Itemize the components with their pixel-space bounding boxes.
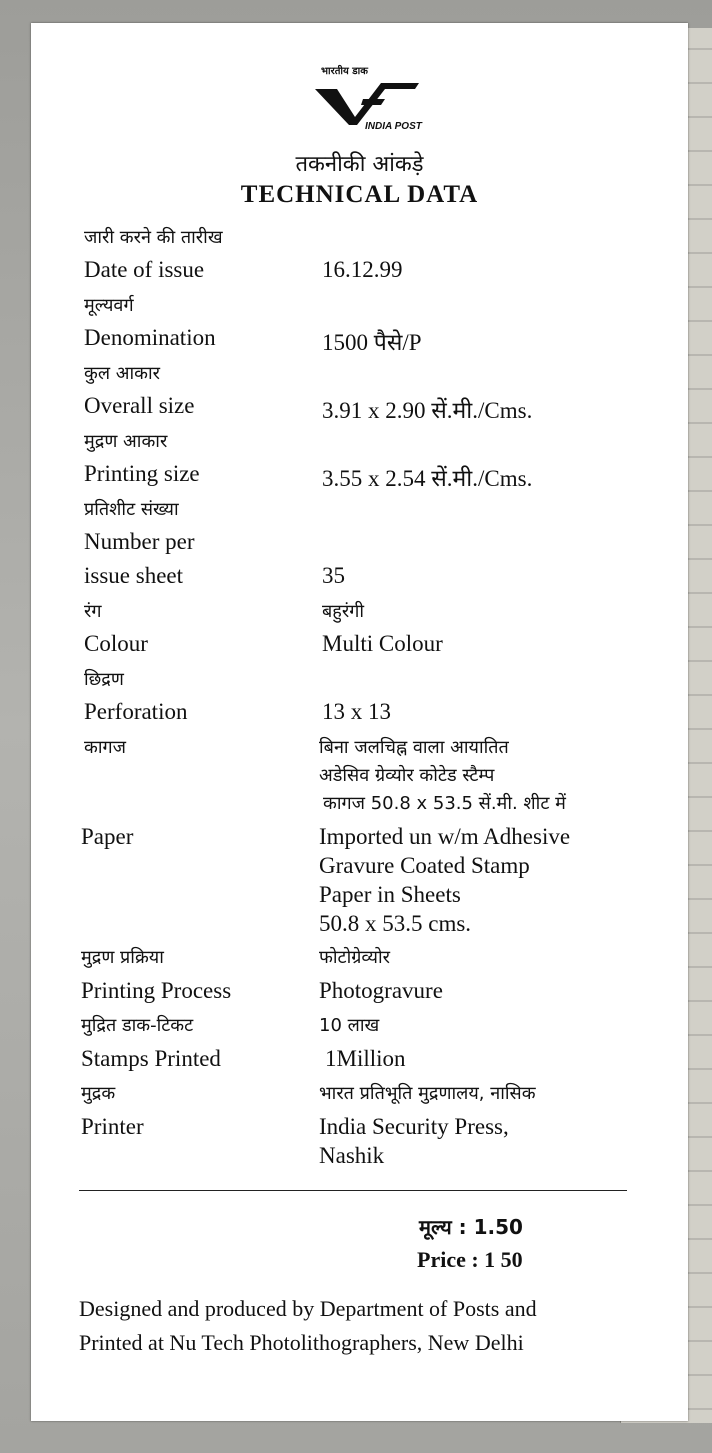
perforation-value: 13 x 13 xyxy=(322,699,391,724)
footer-line1: Designed and produced by Department of Posts and xyxy=(79,1296,537,1321)
colour-label-hindi: रंग xyxy=(84,601,102,622)
process-label-hindi: मुद्रण प्रक्रिया xyxy=(81,947,164,968)
printing-size-label: Printing size xyxy=(84,461,200,486)
sheet-count-label-line1: Number per xyxy=(84,529,195,554)
title-hindi: तकनीकी आंकड़े xyxy=(295,152,424,177)
logo-english-text: INDIA POST xyxy=(365,121,422,132)
printing-size-value: 3.55 x 2.54 सें.मी./Cms. xyxy=(322,466,533,491)
perforation-label: Perforation xyxy=(84,699,188,724)
paper-value-hindi-line1: बिना जलचिह्न वाला आयातित xyxy=(319,737,509,758)
india-post-logo xyxy=(313,61,463,161)
page-title: TECHNICAL DATA xyxy=(240,181,479,208)
printer-value-line1: India Security Press, xyxy=(319,1114,509,1139)
printer-value-line2: Nashik xyxy=(319,1143,385,1168)
sheet-count-label-hindi: प्रतिशीट संख्या xyxy=(84,499,179,520)
colour-value: Multi Colour xyxy=(322,631,443,656)
printer-value-hindi: भारत प्रतिभूति मुद्रणालय, नासिक xyxy=(319,1083,536,1104)
paper-value-line1: Imported un w/m Adhesive xyxy=(319,824,571,849)
printer-label-hindi: मुद्रक xyxy=(81,1083,116,1104)
overall-size-label-hindi: कुल आकार xyxy=(84,363,160,384)
date-label-hindi: जारी करने की तारीख xyxy=(84,227,223,248)
price: Price : 1 50 xyxy=(417,1247,523,1272)
technical-data-sheet xyxy=(31,23,688,1421)
paper-value-line4: 50.8 x 53.5 cms. xyxy=(319,911,472,936)
paper-label-hindi: कागज xyxy=(84,737,126,758)
sheet-count-label-line2: issue sheet xyxy=(84,563,184,588)
price-hindi: मूल्य : 1.50 xyxy=(419,1215,523,1239)
printer-label: Printer xyxy=(81,1114,144,1139)
india-post-emblem-icon xyxy=(315,79,425,127)
stamps-printed-label: Stamps Printed xyxy=(81,1046,221,1071)
paper-value-hindi-line2: अडेसिव ग्रेव्योर कोटेड स्टैम्प xyxy=(319,765,495,786)
overall-size-label: Overall size xyxy=(84,393,195,418)
date-label: Date of issue xyxy=(84,257,205,282)
process-value: Photogravure xyxy=(319,978,443,1003)
process-label: Printing Process xyxy=(81,978,232,1003)
paper-value-line2: Gravure Coated Stamp xyxy=(319,853,530,878)
colour-label: Colour xyxy=(84,631,148,656)
logo-hindi-text: भारतीय डाक xyxy=(321,66,368,77)
paper-label: Paper xyxy=(81,824,134,849)
stamps-printed-value-hindi: 10 लाख xyxy=(319,1015,380,1036)
sheet-count-value: 35 xyxy=(322,563,345,588)
denomination-value: 1500 पैसे/P xyxy=(322,330,422,355)
printing-size-label-hindi: मुद्रण आकार xyxy=(84,431,168,452)
overall-size-value: 3.91 x 2.90 सें.मी./Cms. xyxy=(322,398,533,423)
date-value: 16.12.99 xyxy=(322,257,403,282)
footer-line2: Printed at Nu Tech Photolithographers, New Delhi xyxy=(79,1330,524,1355)
process-value-hindi: फोटोग्रेव्योर xyxy=(319,947,391,968)
paper-value-hindi-line3: कागज 50.8 x 53.5 सें.मी. शीट में xyxy=(323,793,566,814)
denomination-label-hindi: मूल्यवर्ग xyxy=(84,295,134,316)
paper-value-line3: Paper in Sheets xyxy=(319,882,461,907)
colour-value-hindi: बहुरंगी xyxy=(322,601,364,622)
perforation-label-hindi: छिद्रण xyxy=(84,669,124,690)
divider xyxy=(79,1190,627,1191)
stamps-printed-label-hindi: मुद्रित डाक-टिकट xyxy=(81,1015,194,1036)
denomination-label: Denomination xyxy=(84,325,216,350)
stamps-printed-value: 1Million xyxy=(325,1046,406,1071)
